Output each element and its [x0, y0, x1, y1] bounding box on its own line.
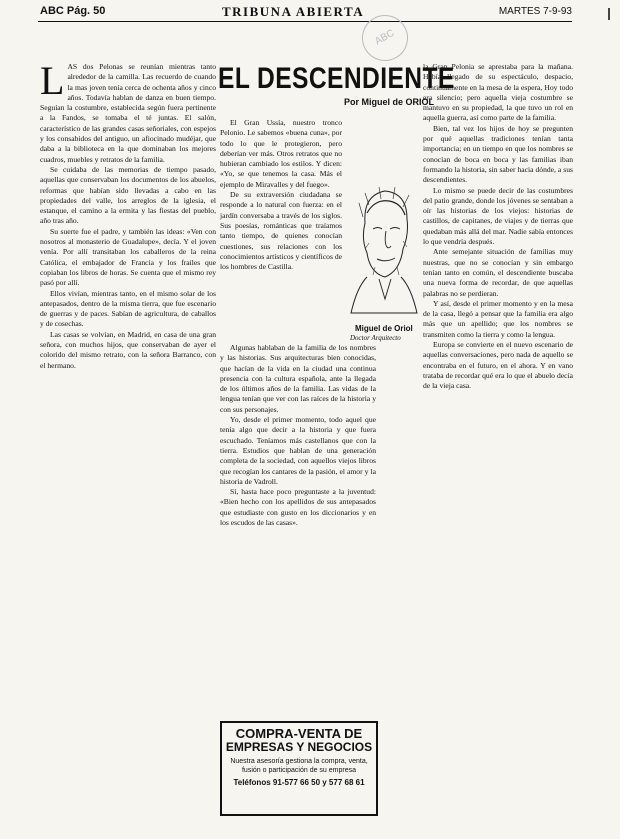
col3-paragraph: Europa se convierte en el nuevo escenario de aquellas conversaciones, pero nada de aquello se encontraba en el futuro, en el ahora. Y en vano trataba de recordar qué era lo que el abuelo decía de la vieja casa.: [423, 340, 573, 391]
page-number: ABC Pág. 50: [40, 5, 106, 17]
ad-line-1: COMPRA-VENTA DE: [235, 726, 363, 741]
col2-paragraph: Yo, desde el primer momento, todo aquel que tenía algo que decir a la historia y que fuera escuchado. Teníamos más castellanos que con la tierra. Estudios que hablan de una generación completa de la sociedad, con aquellos viejos libros que recogían los cantares de la pasión, el amor y la historia de Vadroll.: [220, 415, 376, 486]
issue-date: MARTES 7-9-93: [498, 6, 572, 17]
col3-paragraph: Y así, desde el primer momento y en la mesa de la casa, llegó a pensar que la familia era algo más que un apellido; que los nombres se transmiten como la tierra y como la lengua.: [423, 298, 573, 339]
drop-cap: L: [40, 62, 65, 103]
col3-paragraph: Ante semejante situación de familias muy nuestras, que no se conocían y sin embargo tenían tanto en común, el descendiente buscaba una nueva forma de recordar, de que aquellas palabras no se perdieran.: [423, 247, 573, 298]
ad-phones: Teléfonos 91-577 66 50 y 577 68 61: [233, 778, 365, 787]
portrait-caption-role: Doctor Arquitecto: [350, 334, 401, 342]
ad-line-2: EMPRESAS Y NEGOCIOS: [225, 740, 373, 754]
author-portrait-sketch: [345, 183, 423, 323]
article-column-2-bottom: [220, 343, 376, 715]
col2-paragraph: Algunas hablaban de la familia de los nombres y las historias. Sus arquitecturas bien conocidas, que hacían de la vida en la ciudad una continua presencia con la cultura española, ante la llegada de los últimos años de la familia. Las vidas de la lengua tenían que ver con las raíces de la historia y con sus personajes.: [220, 343, 376, 414]
col1-paragraph: AS dos Pelonas se reunían mientras tanto alrededor de la camilla. Las recuerdo de cuando la mas joven tenía cerca de ochenta años y cinco años. Todavía hablan de danza en buen tiempo. Seguían la costumbre, establecida según fuera pertinente a la Fandos, se tomaba el té juntas. El salón, característico de las grandes casas señoriales, con espejos y los consabidos del antiguo, un afiocinado mudéjar, que daba a la biblioteca en la que dominaban los mejores cuadros, muebles y retratos de la familia.: [40, 62, 216, 164]
col1-paragraph: Ellos vivían, mientras tanto, en el mismo solar de los antepasados, dentro de la misma tierra, que fue escenario de guerras y de paces. Sabían de agricultura, de caballos y de cosechas.: [40, 288, 216, 329]
portrait-caption-name: Miguel de Oriol: [355, 324, 413, 333]
col2-paragraph: De su extraversión ciudadana se responde a lo natural con fuerza: en el jardín conversaba a través de los siglos. Sus poesías, románticas que traíamos tanto tiempo, de quienes conocían cuestiones, sus relaciones con los conocimientos artísticos y científicos de los hombres de Castilla.: [220, 190, 342, 272]
abc-watermark-stamp: ABC: [354, 7, 417, 70]
classified-ad-box: [220, 721, 378, 816]
col3-paragraph: la Gran Pelonia se aprestaba para la mañana. Había llegado de su espectáculo, despacio, continuamente en la mesa de la espera, Hoy todo era silencio; pero aquella vieja costumbre se mantuvo en su propiedad, la que tuvo un rol en aquella guerra, así como parte de la familia.: [423, 62, 573, 123]
article-column-3: [423, 62, 573, 830]
ad-description: Nuestra asesoría gestiona la compra, venta, fusión o participación de su empresa: [230, 758, 368, 774]
col2-paragraph: El Gran Ussía, nuestro tronco Pelonio. Le sabemos «buena cuna», por todo lo que le protegieron, pero deberían ver más. Otros retratos que no hubieran cambiado los estilos. Y dicen: «Yo, se que tenemos la casa. Más el ejemplo de Miravalles y del fuego».: [220, 118, 342, 189]
col1-paragraph: Su suerte fue el padre, y también las ideas: «Ven con nosotros al monasterio de Guadalupe», decía. Y el joven venía. Por allí transitaban los caballeros de la reina Católica, el embajador de Francia y los frailes que copiaban los libros de horas. Se cuenta que el mismo rey pasó por allí.: [40, 226, 216, 288]
header-rule: [38, 21, 572, 22]
col3-paragraph: Lo mismo se puede decir de las costumbres del patio grande, donde los jóvenes se sentaban a oír las historias de los viejos: historias de castillos, de capitanes, de viajes y de tierras que quedaban más allá del mar. Nadie sabía entonces lo que vendría después.: [423, 185, 573, 247]
col2-paragraph: Sí, hasta hace poco preguntaste a la juventud: «Bien hecho con los apellidos de sus antepasados que estudiaste con gusto en los diccionarios y en los escudos de las casas».: [220, 487, 376, 528]
col1-paragraph: Se cuidaba de las memorias de tiempo pasado, aquellas que conservaban los documentos de los abuelos, reformas que habían sido llevadas a cabo en las propiedades del valle, los arreglos de la iglesia, el estanque, el camino a la ermita y las fiestas del pueblo, año tras año.: [40, 164, 216, 226]
article-column-2-top: [220, 118, 342, 340]
byline: Por Miguel de ORIOL: [344, 97, 435, 107]
headline: EL DESCENDIENTE: [218, 62, 455, 95]
section-title: TRIBUNA ABIERTA: [222, 4, 365, 19]
article-column-1: [40, 62, 216, 830]
margin-mark: [608, 8, 610, 20]
col1-paragraph: Las casas se volvían, en Madrid, en casa de una gran señora, con muchos hijos, que conservaban de ayer el colorido del mismo retrato, con la señora Barranco, con el hermano.: [40, 329, 216, 370]
col3-paragraph: Bien, tal vez los hijos de hoy se pregunten por qué aquellas tradiciones tenían tanta importancia; en un tiempo en que los nombres se conocían de boca en boca y las familias iban formando la historia, sin saber hacia dónde, a sus descendientes.: [423, 123, 573, 185]
